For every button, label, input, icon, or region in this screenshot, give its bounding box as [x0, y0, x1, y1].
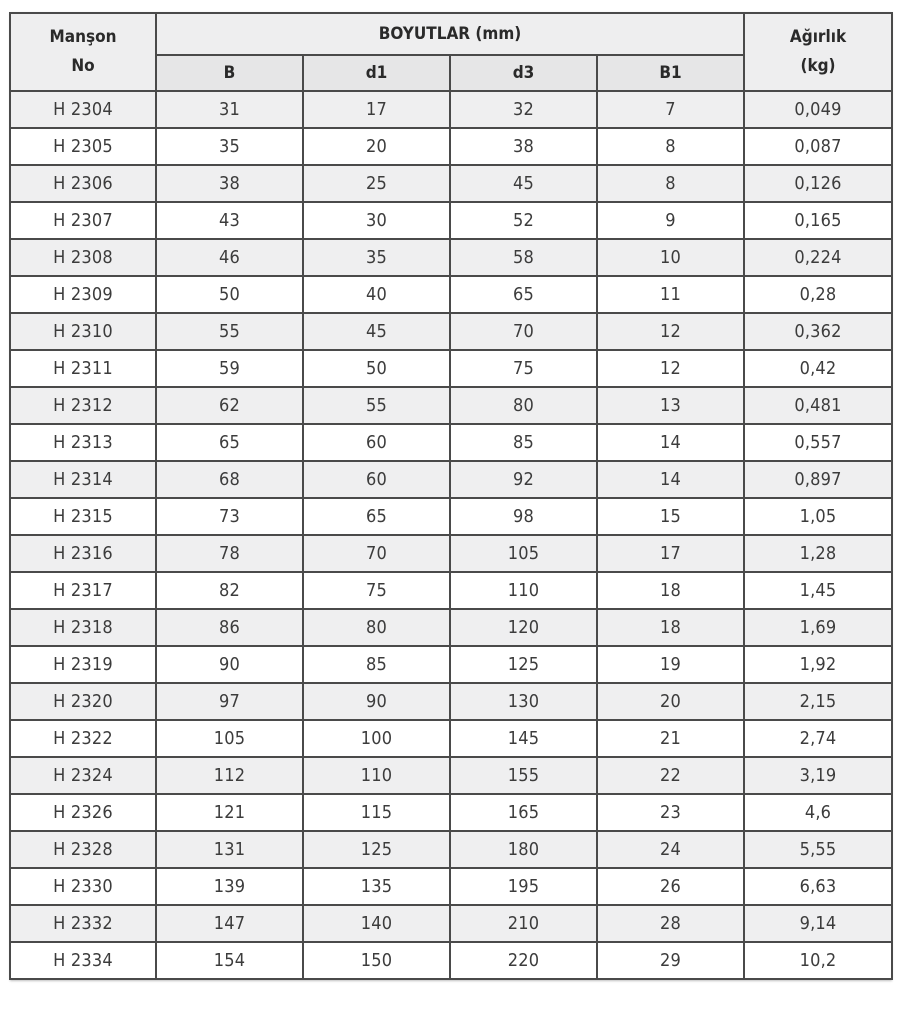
- cell-sleeve-no: H 2308: [10, 239, 156, 276]
- table-row: [10, 239, 892, 276]
- cell-d3: 65: [450, 276, 597, 313]
- cell-weight: 0,557: [744, 424, 892, 461]
- table-row: [10, 757, 892, 794]
- cell-b: 121: [156, 794, 303, 831]
- cell-b: 38: [156, 165, 303, 202]
- cell-d3: 195: [450, 868, 597, 905]
- cell-sleeve-no: H 2316: [10, 535, 156, 572]
- cell-d1: 70: [303, 535, 450, 572]
- cell-b: 50: [156, 276, 303, 313]
- table-row: [10, 868, 892, 905]
- cell-sleeve-no: H 2334: [10, 942, 156, 979]
- cell-b1: 17: [597, 535, 744, 572]
- cell-d1: 50: [303, 350, 450, 387]
- cell-b: 65: [156, 424, 303, 461]
- cell-sleeve-no: H 2307: [10, 202, 156, 239]
- cell-b1: 19: [597, 646, 744, 683]
- cell-d1: 80: [303, 609, 450, 646]
- cell-b: 46: [156, 239, 303, 276]
- cell-b1: 24: [597, 831, 744, 868]
- table-row: [10, 313, 892, 350]
- cell-weight: 1,69: [744, 609, 892, 646]
- cell-b: 59: [156, 350, 303, 387]
- table-row: [10, 683, 892, 720]
- cell-weight: 0,28: [744, 276, 892, 313]
- cell-b1: 9: [597, 202, 744, 239]
- cell-weight: 1,05: [744, 498, 892, 535]
- cell-b: 147: [156, 905, 303, 942]
- cell-b1: 12: [597, 313, 744, 350]
- cell-d3: 98: [450, 498, 597, 535]
- table-row: [10, 942, 892, 979]
- cell-b: 68: [156, 461, 303, 498]
- cell-d3: 145: [450, 720, 597, 757]
- cell-d1: 40: [303, 276, 450, 313]
- cell-weight: 0,481: [744, 387, 892, 424]
- cell-d3: 155: [450, 757, 597, 794]
- table-row: [10, 350, 892, 387]
- cell-weight: 4,6: [744, 794, 892, 831]
- cell-sleeve-no: H 2311: [10, 350, 156, 387]
- table-row: [10, 128, 892, 165]
- cell-d3: 180: [450, 831, 597, 868]
- table-body: [10, 91, 892, 979]
- cell-weight: 0,126: [744, 165, 892, 202]
- cell-b1: 22: [597, 757, 744, 794]
- cell-b: 105: [156, 720, 303, 757]
- table-row: [10, 276, 892, 313]
- cell-b: 86: [156, 609, 303, 646]
- cell-sleeve-no: H 2315: [10, 498, 156, 535]
- cell-b: 131: [156, 831, 303, 868]
- cell-weight: 0,165: [744, 202, 892, 239]
- cell-b1: 18: [597, 572, 744, 609]
- table-row: [10, 720, 892, 757]
- cell-d1: 150: [303, 942, 450, 979]
- cell-b1: 28: [597, 905, 744, 942]
- header-b: B: [156, 55, 303, 91]
- cell-weight: 0,049: [744, 91, 892, 128]
- cell-d1: 25: [303, 165, 450, 202]
- cell-weight: 5,55: [744, 831, 892, 868]
- cell-d1: 30: [303, 202, 450, 239]
- table-row: [10, 461, 892, 498]
- header-sleeve-no-line1: Manşon: [49, 27, 117, 47]
- cell-weight: 2,74: [744, 720, 892, 757]
- cell-d1: 45: [303, 313, 450, 350]
- cell-b1: 12: [597, 350, 744, 387]
- cell-b1: 7: [597, 91, 744, 128]
- table-row: [10, 572, 892, 609]
- cell-sleeve-no: H 2313: [10, 424, 156, 461]
- table-row: [10, 831, 892, 868]
- cell-d1: 115: [303, 794, 450, 831]
- cell-sleeve-no: H 2319: [10, 646, 156, 683]
- cell-b: 73: [156, 498, 303, 535]
- cell-weight: 1,45: [744, 572, 892, 609]
- header-weight-line1: Ağırlık: [789, 27, 847, 47]
- cell-sleeve-no: H 2326: [10, 794, 156, 831]
- cell-d3: 75: [450, 350, 597, 387]
- cell-d1: 75: [303, 572, 450, 609]
- table-row: [10, 646, 892, 683]
- cell-sleeve-no: H 2305: [10, 128, 156, 165]
- cell-sleeve-no: H 2310: [10, 313, 156, 350]
- cell-sleeve-no: H 2332: [10, 905, 156, 942]
- cell-b: 112: [156, 757, 303, 794]
- cell-weight: 1,92: [744, 646, 892, 683]
- cell-sleeve-no: H 2309: [10, 276, 156, 313]
- cell-sleeve-no: H 2320: [10, 683, 156, 720]
- cell-sleeve-no: H 2330: [10, 868, 156, 905]
- cell-b: 139: [156, 868, 303, 905]
- cell-b1: 10: [597, 239, 744, 276]
- cell-d3: 120: [450, 609, 597, 646]
- header-d3: d3: [450, 55, 597, 91]
- cell-d3: 58: [450, 239, 597, 276]
- cell-b1: 15: [597, 498, 744, 535]
- cell-d1: 110: [303, 757, 450, 794]
- cell-weight: 10,2: [744, 942, 892, 979]
- cell-sleeve-no: H 2317: [10, 572, 156, 609]
- cell-d1: 100: [303, 720, 450, 757]
- cell-sleeve-no: H 2312: [10, 387, 156, 424]
- cell-b1: 8: [597, 128, 744, 165]
- cell-d3: 32: [450, 91, 597, 128]
- cell-d1: 135: [303, 868, 450, 905]
- cell-b1: 20: [597, 683, 744, 720]
- cell-d1: 85: [303, 646, 450, 683]
- cell-d1: 125: [303, 831, 450, 868]
- cell-b1: 21: [597, 720, 744, 757]
- cell-d1: 35: [303, 239, 450, 276]
- cell-weight: 0,224: [744, 239, 892, 276]
- cell-b: 43: [156, 202, 303, 239]
- table-row: [10, 202, 892, 239]
- cell-d3: 45: [450, 165, 597, 202]
- cell-d3: 92: [450, 461, 597, 498]
- cell-d1: 60: [303, 461, 450, 498]
- cell-sleeve-no: H 2328: [10, 831, 156, 868]
- cell-sleeve-no: H 2318: [10, 609, 156, 646]
- cell-d1: 17: [303, 91, 450, 128]
- cell-d3: 110: [450, 572, 597, 609]
- cell-weight: 0,087: [744, 128, 892, 165]
- cell-b: 154: [156, 942, 303, 979]
- cell-b: 97: [156, 683, 303, 720]
- cell-d3: 165: [450, 794, 597, 831]
- cell-b: 90: [156, 646, 303, 683]
- cell-sleeve-no: H 2306: [10, 165, 156, 202]
- cell-d1: 55: [303, 387, 450, 424]
- cell-sleeve-no: H 2304: [10, 91, 156, 128]
- cell-weight: 0,42: [744, 350, 892, 387]
- cell-sleeve-no: H 2314: [10, 461, 156, 498]
- header-d1: d1: [303, 55, 450, 91]
- header-weight: [744, 13, 892, 91]
- cell-d3: 125: [450, 646, 597, 683]
- cell-b1: 26: [597, 868, 744, 905]
- cell-weight: 9,14: [744, 905, 892, 942]
- header-dimensions-group: BOYUTLAR (mm): [156, 13, 744, 55]
- cell-d3: 70: [450, 313, 597, 350]
- cell-d3: 80: [450, 387, 597, 424]
- cell-sleeve-no: H 2324: [10, 757, 156, 794]
- cell-weight: 6,63: [744, 868, 892, 905]
- table-row: [10, 535, 892, 572]
- cell-weight: 0,897: [744, 461, 892, 498]
- cell-d1: 65: [303, 498, 450, 535]
- table-row: [10, 498, 892, 535]
- table-row: [10, 387, 892, 424]
- cell-d3: 130: [450, 683, 597, 720]
- table-row: [10, 165, 892, 202]
- cell-d3: 38: [450, 128, 597, 165]
- cell-b1: 11: [597, 276, 744, 313]
- table-row: [10, 91, 892, 128]
- cell-b1: 13: [597, 387, 744, 424]
- header-sleeve-no-line2: No: [71, 56, 95, 76]
- cell-b1: 18: [597, 609, 744, 646]
- cell-b: 31: [156, 91, 303, 128]
- cell-d3: 220: [450, 942, 597, 979]
- cell-d3: 210: [450, 905, 597, 942]
- table-row: [10, 794, 892, 831]
- cell-b: 78: [156, 535, 303, 572]
- cell-b1: 14: [597, 461, 744, 498]
- sleeve-dimensions-table-container: [9, 12, 891, 980]
- cell-d1: 90: [303, 683, 450, 720]
- cell-d1: 20: [303, 128, 450, 165]
- cell-weight: 3,19: [744, 757, 892, 794]
- cell-weight: 2,15: [744, 683, 892, 720]
- cell-b1: 8: [597, 165, 744, 202]
- header-b1: B1: [597, 55, 744, 91]
- cell-b: 82: [156, 572, 303, 609]
- cell-weight: 1,28: [744, 535, 892, 572]
- cell-d3: 52: [450, 202, 597, 239]
- cell-sleeve-no: H 2322: [10, 720, 156, 757]
- table-row: [10, 609, 892, 646]
- table-row: [10, 424, 892, 461]
- cell-b: 55: [156, 313, 303, 350]
- table-row: [10, 905, 892, 942]
- header-row-group: [10, 13, 892, 55]
- sleeve-dimensions-table: [9, 12, 893, 980]
- cell-b: 62: [156, 387, 303, 424]
- cell-d1: 60: [303, 424, 450, 461]
- cell-weight: 0,362: [744, 313, 892, 350]
- cell-b1: 29: [597, 942, 744, 979]
- cell-b: 35: [156, 128, 303, 165]
- cell-b1: 14: [597, 424, 744, 461]
- cell-d1: 140: [303, 905, 450, 942]
- cell-d3: 85: [450, 424, 597, 461]
- header-sleeve-no: [10, 13, 156, 91]
- header-weight-line2: (kg): [800, 56, 836, 76]
- cell-b1: 23: [597, 794, 744, 831]
- cell-d3: 105: [450, 535, 597, 572]
